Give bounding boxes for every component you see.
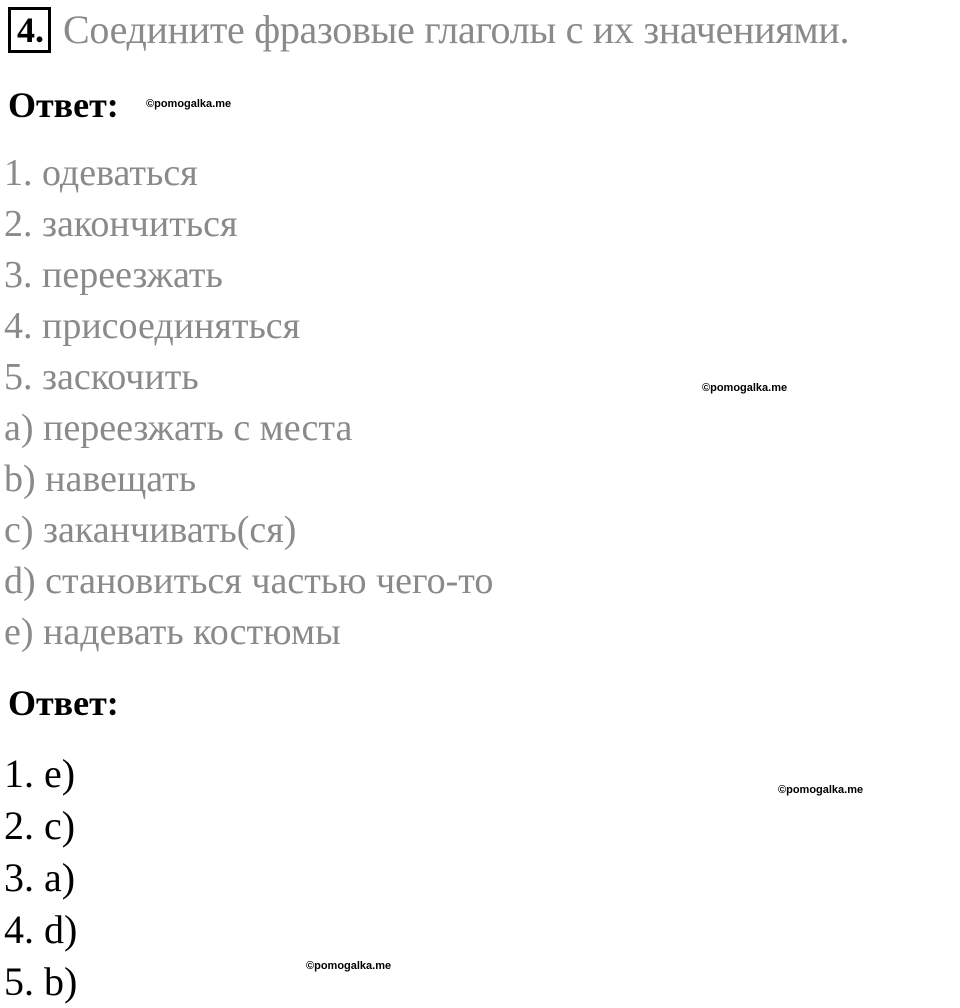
task-item: b) навещать [4, 458, 197, 500]
answer-item: 2. c) [4, 803, 76, 848]
task-item: 4. присоединяться [4, 305, 301, 347]
task-item: d) становиться частью чего-то [4, 560, 494, 602]
task-item: c) заканчивать(ся) [4, 509, 297, 551]
answer-item: 5. b) [4, 959, 78, 1004]
watermark-lower-right: ©pomogalka.me [778, 784, 864, 796]
watermark-middle: ©pomogalka.me [702, 382, 788, 394]
task-item: 3. переезжать [4, 254, 223, 296]
answer-item: 1. e) [4, 751, 76, 796]
task-item: 5. заскочить [4, 356, 199, 398]
answer-item: 4. d) [4, 907, 78, 952]
task-header [8, 6, 849, 53]
task-item: 1. одеваться [4, 152, 198, 194]
task-instruction: Соедините фразовые глаголы с их значениями. [63, 7, 850, 52]
watermark-bottom: ©pomogalka.me [306, 960, 392, 972]
answer-item: 3. a) [4, 855, 76, 900]
task-item: a) переезжать с места [4, 407, 353, 449]
task-item: e) надевать костюмы [4, 611, 341, 653]
watermark-top: ©pomogalka.me [146, 98, 232, 110]
answer-heading-top: Ответ: [8, 85, 119, 125]
answer-items-list [4, 748, 77, 1008]
task-items-list [4, 148, 493, 658]
task-number-box: 4. [8, 7, 51, 53]
task-item: 2. закончиться [4, 203, 238, 245]
answer-heading-bottom: Ответ: [8, 683, 119, 723]
